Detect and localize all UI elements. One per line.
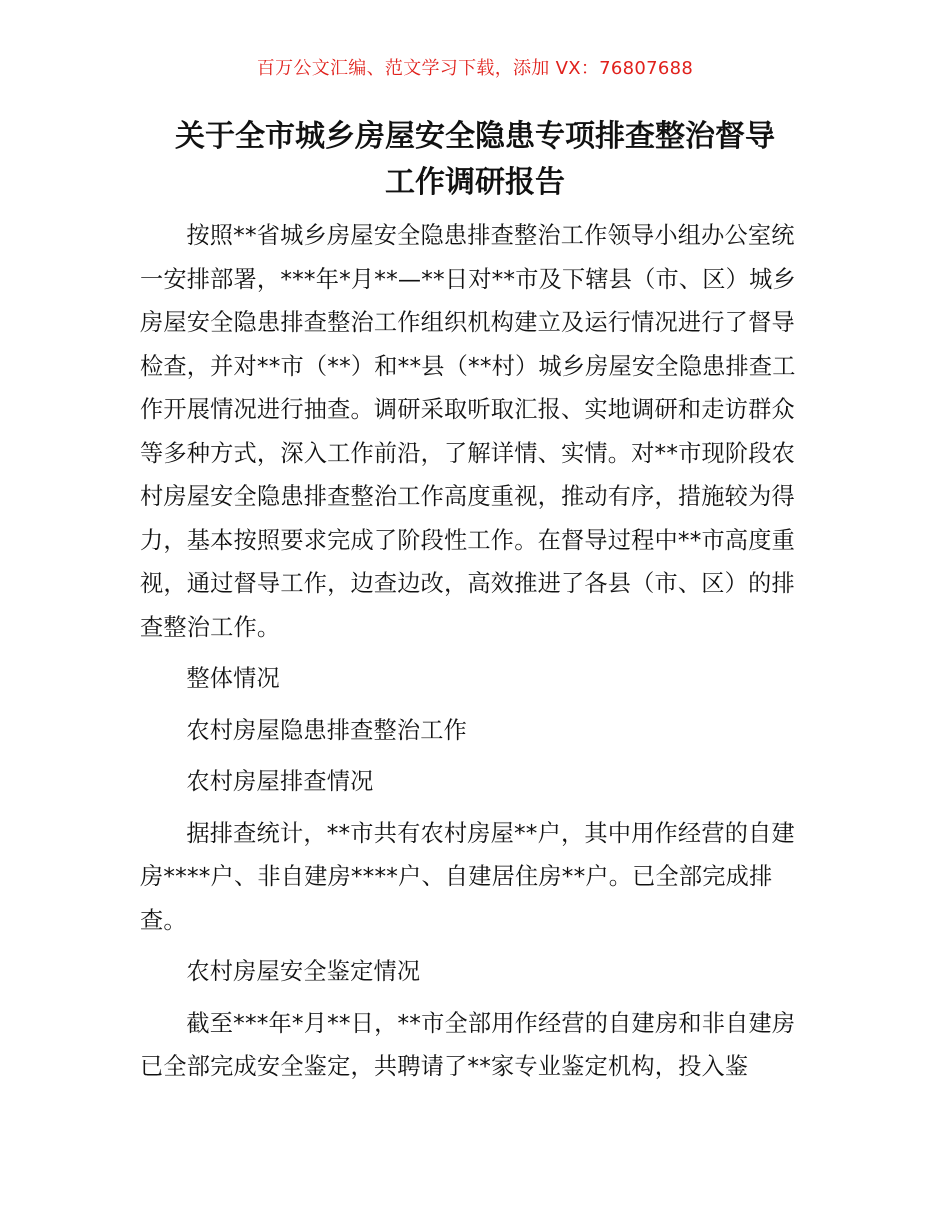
title-line-1: 关于全市城乡房屋安全隐患专项排查整治督导 (175, 119, 775, 154)
document-title (130, 114, 820, 206)
section-heading-inspection: 农村房屋排查情况 (186, 768, 374, 795)
header-watermark-text: 百万公文汇编、范文学习下载，添加 VX：76807688 (256, 58, 694, 79)
document-body (140, 214, 812, 1089)
paragraph-statistics: 据排查统计，**市共有农村房屋**户，其中用作经营的自建房****户、非自建房****户、自建居住房**户。已全部完成排查。 (140, 819, 795, 934)
section-heading-overall: 整体情况 (186, 665, 280, 692)
section-heading-appraisal: 农村房屋安全鉴定情况 (186, 958, 421, 985)
section-heading-rural-housing: 农村房屋隐患排查整治工作 (186, 716, 468, 744)
paragraph-appraisal: 截至***年*月**日，**市全部用作经营的自建房和非自建房已全部完成安全鉴定，共聘请了**家专业鉴定机构，投入鉴 (140, 1009, 796, 1080)
paragraph-intro: 按照**省城乡房屋安全隐患排查整治工作领导小组办公室统一安排部署，***年*月**—**日对**市及下辖县（市、区）城乡房屋安全隐患排查整治工作组织机构建立及运行情况进行了督导检查，并对**市（**）和**县（**村）城乡房屋安全隐患排查工作开展情况进行抽查。调研采取听取汇报、实地调研和走访群众等多种方式，深入工作前沿，了解详情、实情。对**市现阶段农村房屋安全隐患排查整治工作高度重视，推动有序，措施较为得力，基本按照要求完成了阶段性工作。在督导过程中**市高度重视，通过督导工作，边查边改，高效推进了各县（市、区）的排查整治工作。 (140, 222, 796, 641)
title-line-2: 工作调研报告 (385, 165, 565, 200)
